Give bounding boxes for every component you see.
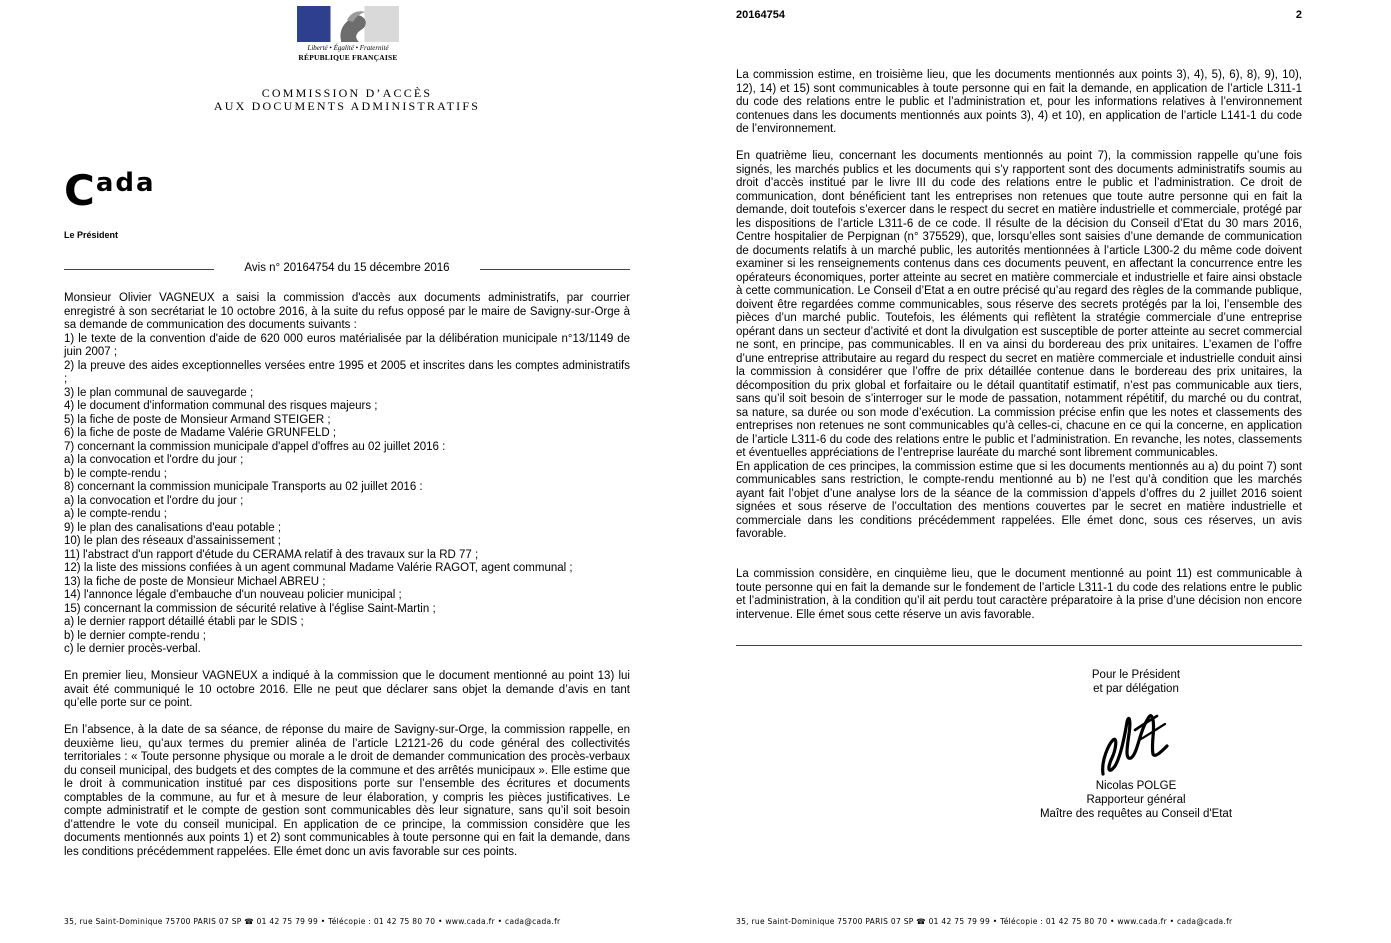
request-section [64,292,630,657]
page-2 [695,0,1391,943]
second-point-text: En l’absence, à la date de sa séance, de réponse du maire de Savigny-sur-Orge, la commission rappelle, en deuxième lieu, qu’aux termes du premier alinéa de l’article L2121-26 du code général des collectivités territoriales : « Toute personne physique ou morale a le droit de demander communication des procès-verbaux du conseil municipal, des budgets et des comptes de la commune et des arrêtés municipaux ». Elle estime que le droit à communication institué par ces dispositions porte sur l’ensemble des écritures et documents comptables de la commune, au fur et à mesure de leur élaboration, y compris les pièces justificatives. Le compte administratif et le compte de gestion sont communicables dès leur signature, sans qu’il soit besoin d’attendre le vote du conseil municipal. En application de ce principe, la commission considère que les documents mentionnés aux points 1) et 2) sont communicables à toute personne qui en fait la demande, dans les conditions précédemment rappelées. Elle émet donc un avis favorable sur ces points. [64,724,630,858]
requested-document-item: 14) l'annonce légale d'embauche d'un nouveau policier municipal ; [64,589,402,601]
third-point-paragraph [736,69,1302,137]
requested-document-item: 2) la preuve des aides exceptionnelles versées entre 1995 et 2005 et inscrites dans les comptes administratifs ; [64,359,630,385]
requested-document-item: 11) l'abstract d'un rapport d'étude du CERAMA relatif à des travaux sur la RD 77 ; [64,548,479,561]
handwritten-signature [1095,700,1175,787]
title-rule-right [480,269,630,270]
requested-document-item: a) le dernier rapport détaillé établi par le SDIS ; [64,616,304,628]
requested-document-item: 4) le document d'information communal des risques majeurs ; [64,400,378,412]
requested-document-item: 12) la liste des missions confiées à un agent communal Madame Valérie RAGOT, agent communal ; [64,562,573,574]
cada-logo-rest: ada [95,168,156,198]
delegation-line-1: Pour le Président [1091,669,1181,681]
requested-document-item: a) la convocation et l'ordre du jour ; [64,454,244,466]
intro-paragraph: Monsieur Olivier VAGNEUX a saisi la commission d'accès aux documents administratifs, par courrier enregistré à son secrétariat le 10 octobre 2016, à la suite du refus opposé par le maire de Savigny-sur-Orge à sa demande de communication des documents suivants : [64,292,630,331]
page-1 [0,0,695,943]
commission-line-2: AUX DOCUMENTS ADMINISTRATIFS [213,99,481,113]
requested-document-item: 7) concernant la commission municipale d'appel d'offres au 02 juillet 2016 : [64,440,446,453]
requested-document-item: 9) le plan des canalisations d'eau potable ; [64,521,282,534]
second-point-paragraph [64,724,630,859]
fourth-point-text: En quatrième lieu, concernant les documents mentionnés au point 7), la commission rappelle qu’une fois signés, les marchés publics et les documents qui s’y rapportent sont des documents administratifs soumis au droit d’accès institué par le livre III du code des relations entre le public et l’administration. Ce droit de communication, dont bénéficient tant les entreprises non retenues que toute autre personne qui en fait la demande, doit toutefois s’exercer dans le respect du secret en matière industrielle et commerciale, protégé par les dispositions de l’article L311-6 de ce code. Il résulte de la décision du Conseil d’Etat du 30 mars 2016, Centre hospitalier de Perpignan (n° 375529), que, lorsqu’elles sont saisies d’une demande de communication de documents relatifs à un marché public, les autorités mentionnées à l’article L300-2 du même code doivent examiner si les renseignements contenus dans ces documents peuvent, en affectant la concurrence entre les opérateurs économiques, porter atteinte au secret en matière commerciale et industrielle et faire ainsi obstacle à cette communication. Le Conseil d’Etat a en outre précisé qu’au regard des règles de la commande publique, doivent être regardées comme communicables, sous réserve des secrets protégés par la loi, l’ensemble des pièces d’un marché public. Toutefois, les éléments qui reflètent la stratégie commerciale d’une entreprise opérant dans un secteur d’activité et dont la divulgation est susceptible de porter atteinte au secret commercial ne sont, en principe, pas communicables. Il en va ainsi du bordereau des prix unitaires. L’examen de l’offre d’une entreprise attributaire au regard du respect du secret en matière commerciale et industrielle conduit ainsi la commission à considérer que l’offre de prix détaillée contenue dans le bordereau des prix unitaires, la décomposition du prix global et forfaitaire ou le détail quantitatif estimatif, n’est pas communicable aux tiers, sans qu’il soit besoin de s’interroger sur le mode de passation, notamment répétitif, du marché ou du contrat, sa nature, sa durée ou son mode d’exécution. La commission précise enfin que les notes et classements des entreprises non retenues ne sont communicables qu’à celles-ci, chacune en ce qui la concerne, en application de l’article L311-6 du code des relations entre le public et l’administration. En revanche, les notes, classements et éventuelles appréciations de l’entreprise lauréate du marché sont librement communicables. [736,150,1302,459]
requested-document-item: 5) la fiche de poste de Monsieur Armand STEIGER ; [64,413,331,426]
avis-title: Avis n° 20164754 du 15 décembre 2016 [244,262,450,274]
signatory-block [1002,779,1270,821]
commission-line-1: COMMISSION D’ACCÈS [261,86,433,100]
republique-francaise-logo [297,6,399,62]
footer-contact: 35, rue Saint-Dominique 75700 PARIS 07 SP ☎ 01 42 75 79 99 • Télécopie : 01 42 75 80 70 • www.cada.fr • cada@cada.fr [64,917,561,926]
requested-documents-list [64,333,630,657]
delegation-line-2: et par délégation [1093,683,1179,695]
application-text: En application de ces principes, la commission estime que si les documents mentionnés au a) du point 7) sont communicables sans restriction, le compte-rendu mentionné au b) ne l’est qu’à condition que les marchés ayant fait l’objet d’une analyse lors de la séance de la commission d’appels d’offres du 2 juillet 2016 soient signées et sous réserve de l’occultation des mentions couvertes par le secret en matière industrielle et commerciale dans les conditions précédemment rappelées. Elle émet donc, sous ces réserves, un avis favorable. [736,460,1302,540]
third-point-text: La commission estime, en troisième lieu, que les documents mentionnés aux points 3), 4), 5), 6), 8), 9), 10), 12), 14) et 15) sont communicables à toute personne qui en fait la demande, en application de l’article L311-1 du code des relations entre le public et l’administration et, pour les informations relatives à l’environnement contenues dans les documents mentionnés aux points 3), 4) et 10), en application de l’article L141-1 du code de l’environnement. [736,69,1302,135]
fifth-point-paragraph [736,568,1302,622]
page-number: 2 [1295,9,1302,21]
fourth-point-paragraph [736,150,1302,542]
requested-document-item: 15) concernant la commission de sécurité relative à l'église Saint-Martin ; [64,602,436,615]
first-point-text: En premier lieu, Monsieur VAGNEUX a indiqué à la commission que le document mentionné au point 13) lui avait été communiqué le 10 octobre 2016. Elle ne peut que déclarer sans objet la demande d’avis en tant qu’elle porte sur ce point. [64,670,630,709]
signature-separator [736,645,1302,646]
marianne-emblem [297,6,399,42]
requested-document-item: b) le dernier compte-rendu ; [64,629,206,642]
document-number: 20164754 [736,9,785,21]
fifth-point-text: La commission considère, en cinquième lieu, que le document mentionné au point 11) est communicable à toute personne qui en fait la demande sur le fondement de l’article L311-1 du code des relations entre le public et l’administration, à la condition qu’il ait perdu tout caractère préparatoire à la prise d’une décision non encore intervenue. Elle émet sous cette réserve un avis favorable. [736,568,1302,621]
requested-document-item: 8) concernant la commission municipale Transports au 02 juillet 2016 : [64,481,423,493]
republic-motto: Liberté • Égalité • Fraternité [307,44,389,52]
requested-document-item: 10) le plan des réseaux d'assainissement ; [64,535,281,547]
cada-logo-initial: C [64,166,95,215]
signatory-title: Rapporteur général [1086,794,1186,806]
requested-document-item: b) le compte-rendu ; [64,467,167,480]
cada-logo [64,166,156,215]
requested-document-item: a) la convocation et l'ordre du jour ; [64,494,244,507]
delegation-block [1036,668,1236,696]
footer-contact: 35, rue Saint-Dominique 75700 PARIS 07 SP ☎ 01 42 75 79 99 • Télécopie : 01 42 75 80 70 • www.cada.fr • cada@cada.fr [736,917,1233,926]
signatory-name: Nicolas POLGE [1095,780,1177,792]
requested-document-item: 1) le texte de la convention d'aide de 620 000 euros matérialisée par la délibération municipale n°13/1149 de juin 2007 ; [64,332,630,358]
requested-document-item: 6) la fiche de poste de Madame Valérie GRUNFELD ; [64,427,337,439]
title-rule-left [64,269,214,270]
signatory-role: Maître des requêtes au Conseil d'Etat [1039,808,1233,820]
commission-heading [64,87,630,113]
requested-document-item: 3) le plan communal de sauvegarde ; [64,386,254,399]
requested-document-item: a) le compte-rendu ; [64,508,167,520]
requested-document-item: 13) la fiche de poste de Monsieur Michael ABREU ; [64,575,326,588]
republic-name: RÉPUBLIQUE FRANÇAISE [298,53,398,62]
requested-document-item: c) le dernier procès-verbal. [64,643,201,655]
president-label: Le Président [64,230,119,240]
first-point-paragraph [64,670,630,711]
